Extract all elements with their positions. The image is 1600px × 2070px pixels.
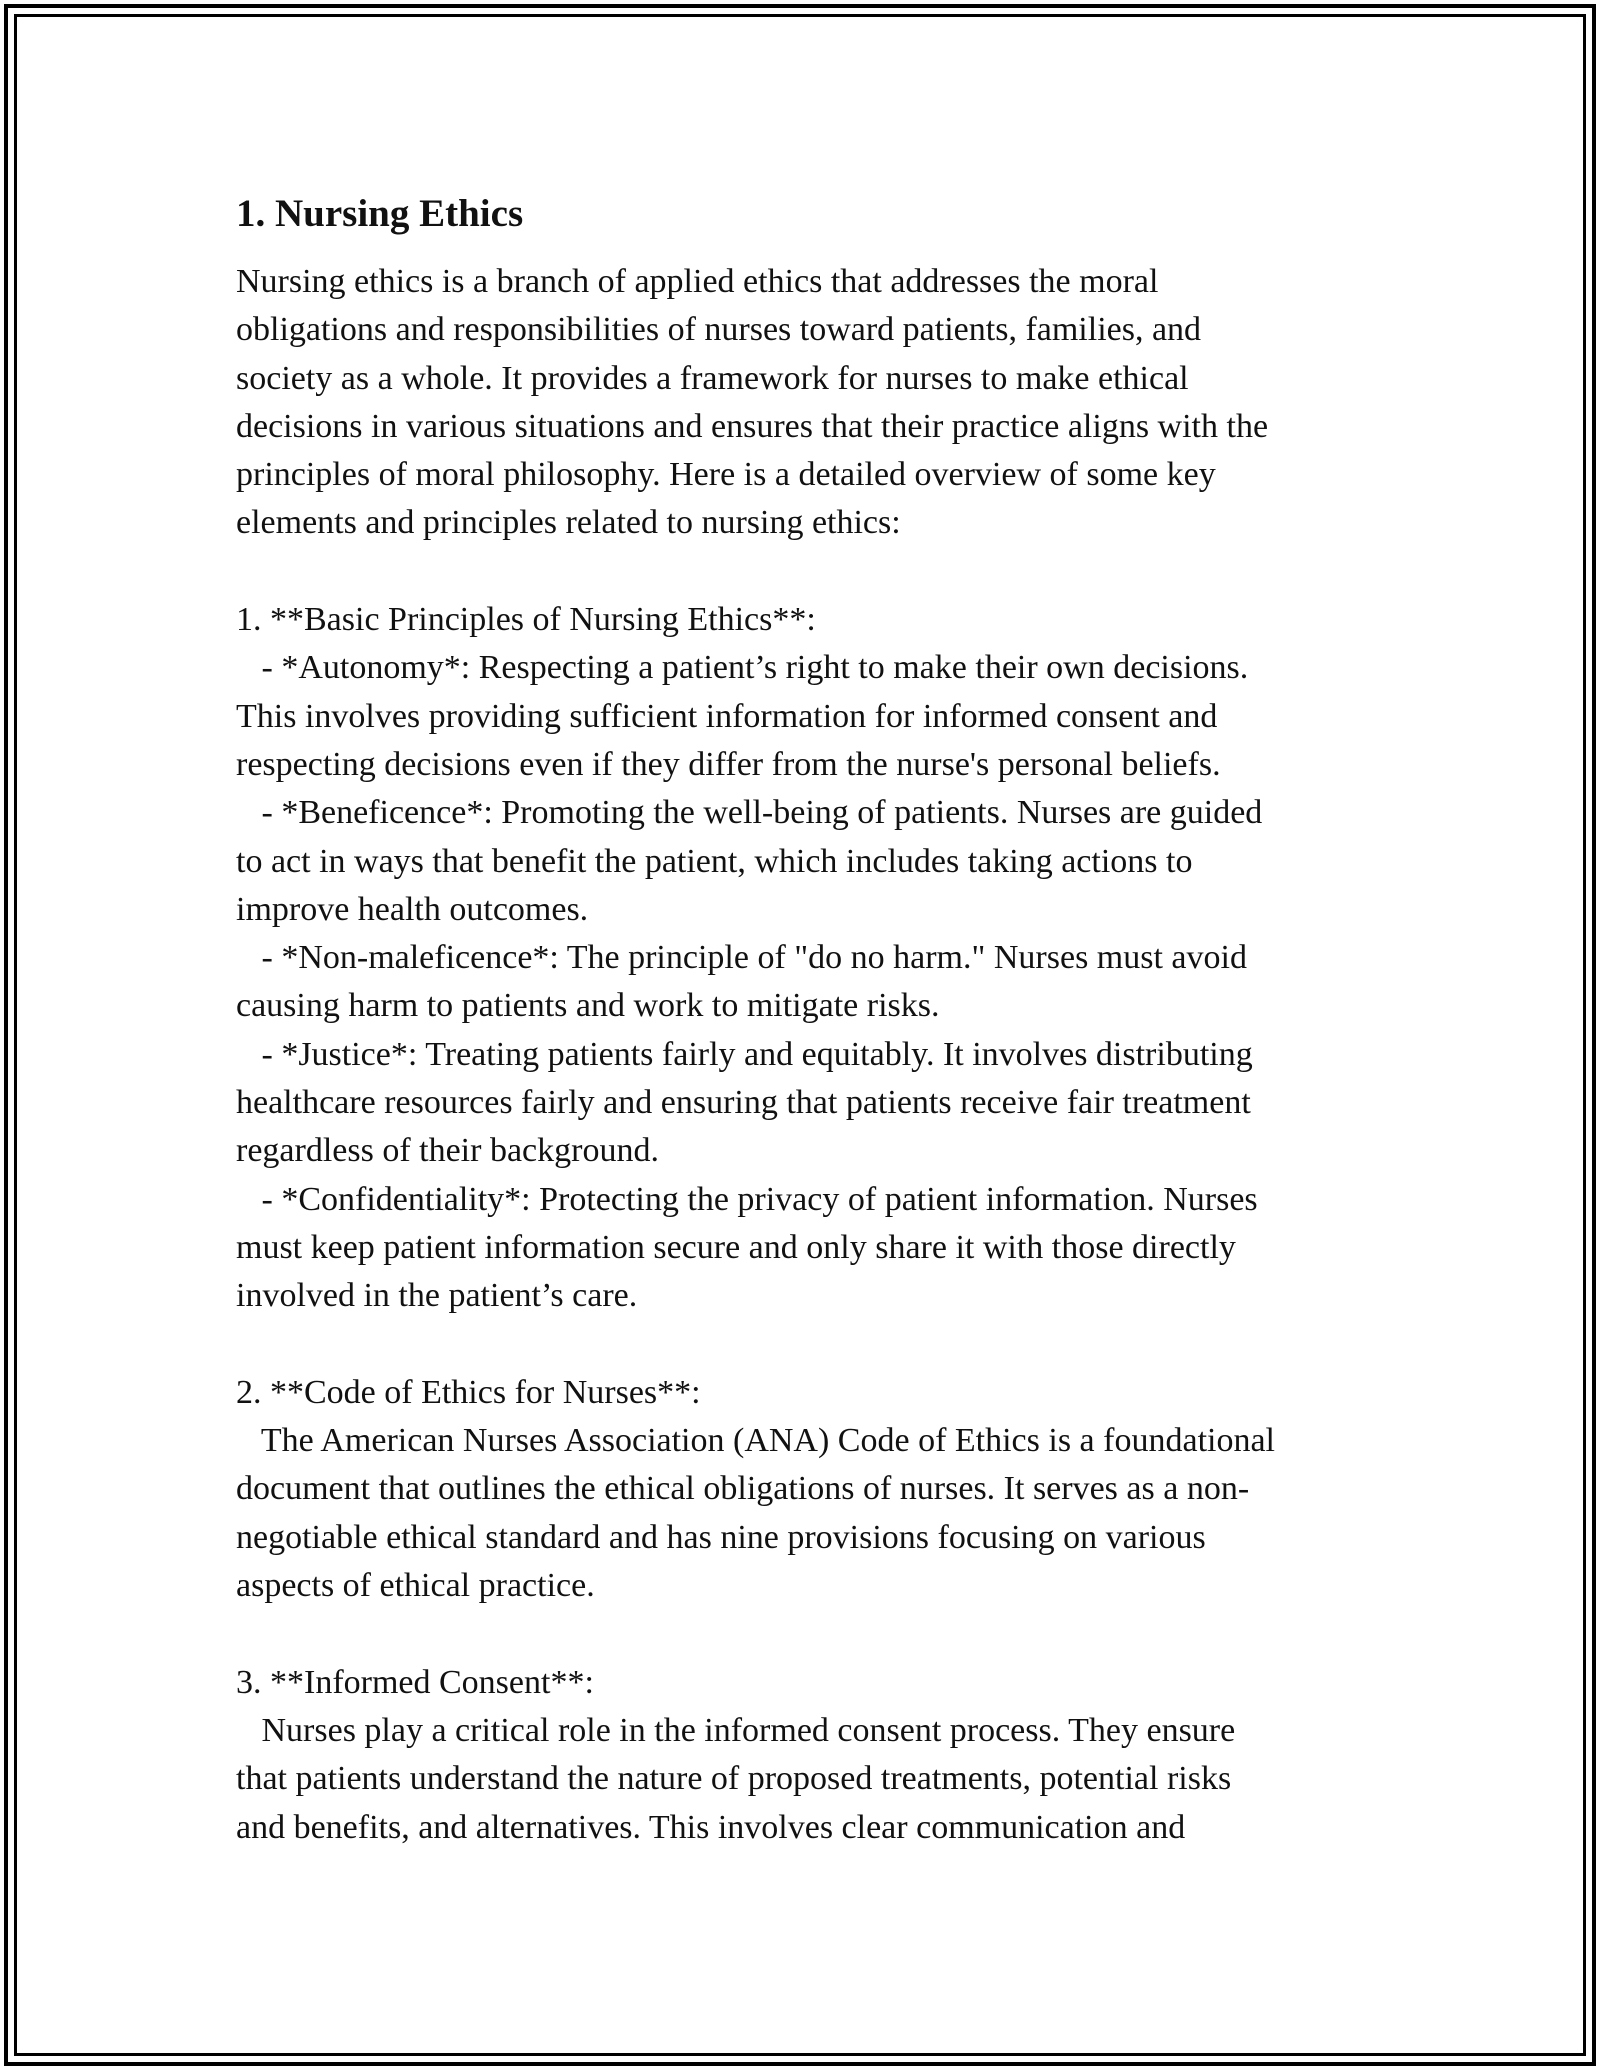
text-line: The American Nurses Association (ANA) Code of Ethics is a foundational (236, 1422, 1275, 1460)
text-line: obligations and responsibilities of nurses toward patients, families, and (236, 311, 1202, 349)
text-line (236, 548, 1416, 596)
text-line: principles of moral philosophy. Here is a detailed overview of some key (236, 456, 1216, 494)
text-line: - *Justice*: Treating patients fairly and equitably. It involves distributing (236, 1035, 1253, 1073)
text-line: document that outlines the ethical obligations of nurses. It serves as a non- (236, 1470, 1250, 1508)
text-line: elements and principles related to nursing ethics: (236, 504, 901, 542)
text-line: involved in the patient’s care. (236, 1277, 638, 1315)
text-line: - *Autonomy*: Respecting a patient’s right to make their own decisions. (236, 649, 1249, 687)
text-line: Nurses play a critical role in the informed consent process. They ensure (236, 1711, 1236, 1749)
text-line: improve health outcomes. (236, 890, 589, 928)
text-line: - *Beneficence*: Promoting the well-being of patients. Nurses are guided (236, 794, 1263, 832)
text-line (236, 1321, 1416, 1369)
text-line: aspects of ethical practice. (236, 1567, 595, 1605)
text-line: Nursing ethics is a branch of applied ethics that addresses the moral (236, 263, 1159, 300)
document-body (236, 258, 1416, 1852)
document-page (236, 186, 1416, 1852)
text-line (236, 1610, 1416, 1658)
text-line: healthcare resources fairly and ensuring that patients receive fair treatment (236, 1084, 1251, 1122)
text-line: must keep patient information secure and only share it with those directly (236, 1228, 1236, 1266)
section-heading: 1. Nursing Ethics (236, 192, 524, 235)
text-line: This involves providing sufficient information for informed consent and (236, 697, 1218, 735)
text-line: - *Non-maleficence*: The principle of "do no harm." Nurses must avoid (236, 939, 1247, 977)
text-line: society as a whole. It provides a framework for nurses to make ethical (236, 359, 1189, 397)
text-line: to act in ways that benefit the patient, which includes taking actions to (236, 842, 1193, 880)
text-line: regardless of their background. (236, 1132, 659, 1170)
text-line: that patients understand the nature of proposed treatments, potential risks (236, 1760, 1232, 1798)
text-line: negotiable ethical standard and has nine provisions focusing on various (236, 1518, 1206, 1556)
text-line: 1. **Basic Principles of Nursing Ethics**: (236, 601, 816, 639)
text-line: 2. **Code of Ethics for Nurses**: (236, 1373, 701, 1411)
text-line: decisions in various situations and ensures that their practice aligns with the (236, 407, 1269, 445)
text-line: and benefits, and alternatives. This involves clear communication and (236, 1808, 1186, 1846)
text-line: respecting decisions even if they differ from the nurse's personal beliefs. (236, 745, 1221, 783)
text-line: 3. **Informed Consent**: (236, 1663, 594, 1701)
text-line: - *Confidentiality*: Protecting the privacy of patient information. Nurses (236, 1180, 1258, 1218)
text-line: causing harm to patients and work to mitigate risks. (236, 987, 940, 1025)
